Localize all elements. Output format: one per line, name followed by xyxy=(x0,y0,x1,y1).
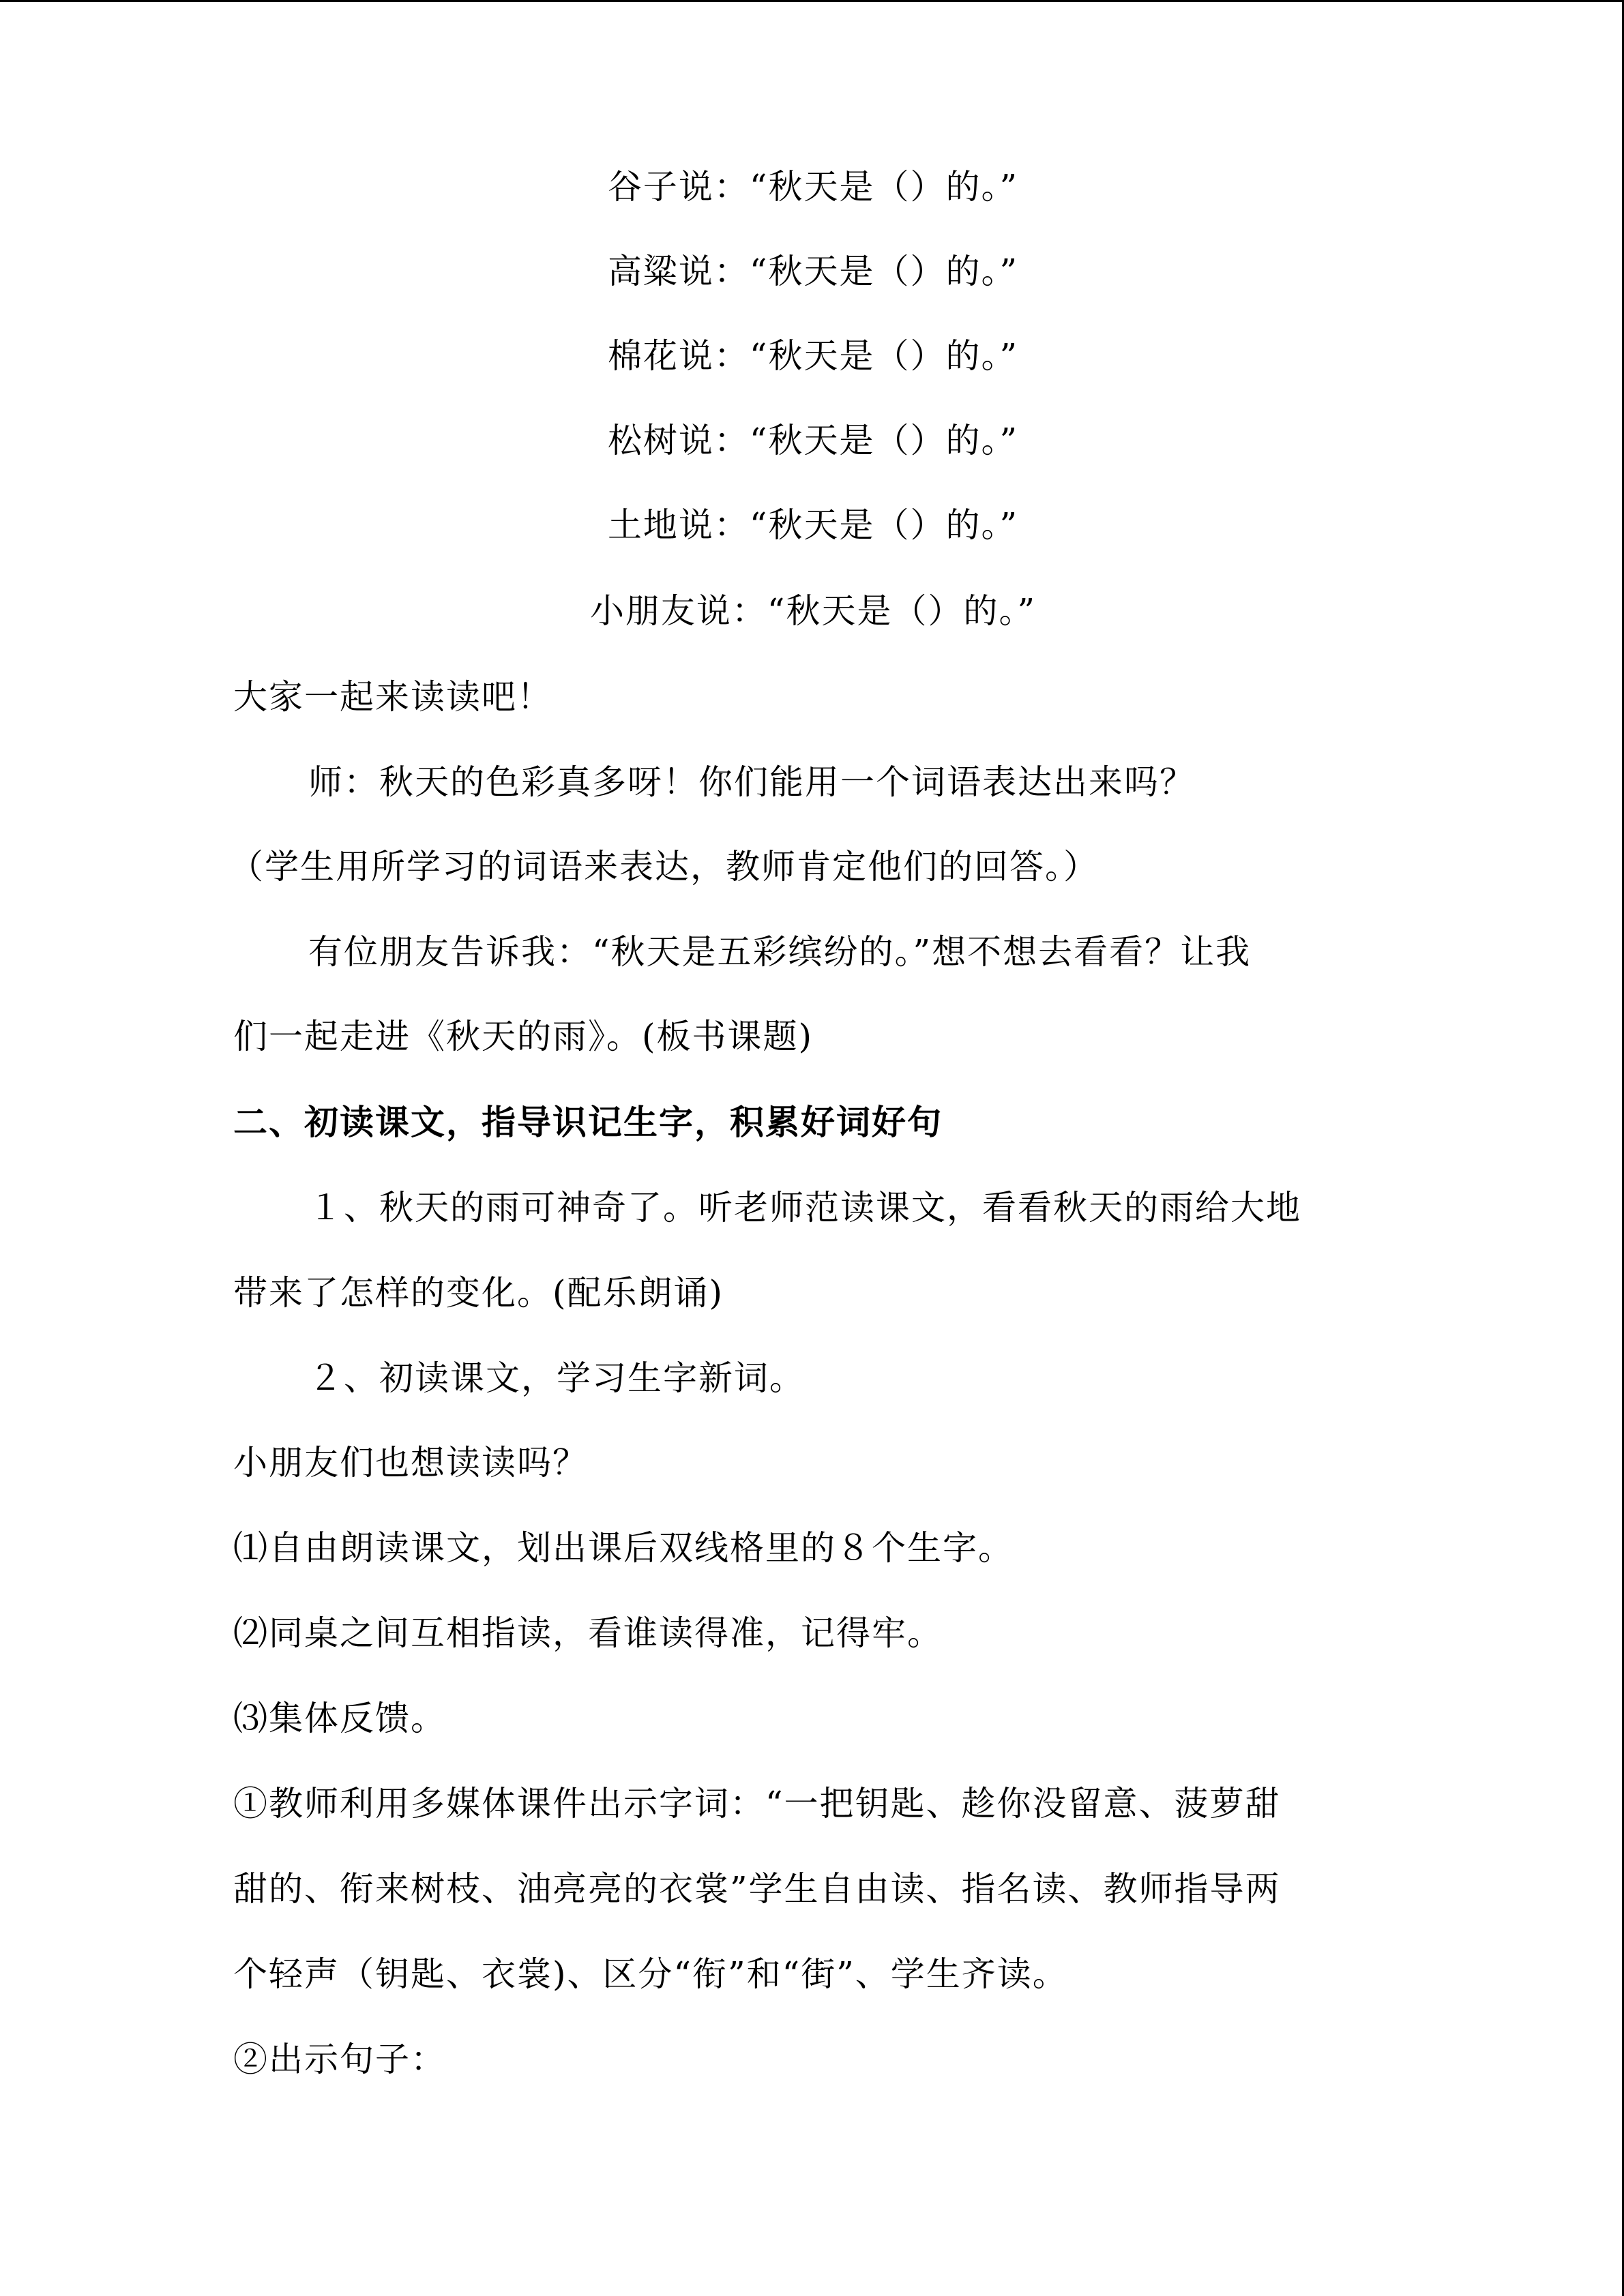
sub-item-1-line-2: 甜的、衔来树枝、油亮亮的衣裳”学生自由读、指名读、教师指导两 xyxy=(233,1869,1281,1909)
dialogue-line-land: 土地说：“秋天是（）的。” xyxy=(607,505,1019,545)
sub-item-1-line-3: 个轻声（钥匙、衣裳)、区分“衔”和“街”、学生齐读。 xyxy=(233,1954,1068,1994)
item-2-text: ２、初读课文，学习生字新词。 xyxy=(308,1358,805,1398)
friend-paragraph-line-2: 们一起走进《秋天的雨》。(板书课题) xyxy=(233,1017,814,1056)
student-note-text: （学生用所学习的词语来表达，教师肯定他们的回答。） xyxy=(229,847,1099,886)
sub-item-2-text: ②出示句子： xyxy=(233,2040,446,2079)
friend-paragraph-line-1: 有位朋友告诉我：“秋天是五彩缤纷的。”想不想去看看？让我 xyxy=(308,932,1252,972)
teacher-question-text: 师：秋天的色彩真多呀！你们能用一个词语表达出来吗？ xyxy=(308,762,1195,802)
read-together-text: 大家一起来读读吧！ xyxy=(233,677,552,717)
dialogue-line-pine: 松树说：“秋天是（）的。” xyxy=(607,421,1019,460)
dialogue-line-sorghum: 高粱说：“秋天是（）的。” xyxy=(607,252,1019,291)
dialogue-line-cotton: 棉花说：“秋天是（）的。” xyxy=(607,336,1019,376)
step-3-text: ⑶集体反馈。 xyxy=(233,1699,446,1738)
sub-item-1-line-1: ①教师利用多媒体课件出示字词：“一把钥匙、趁你没留意、菠萝甜 xyxy=(233,1784,1281,1823)
question-text: 小朋友们也想读读吗？ xyxy=(233,1443,588,1482)
step-2-text: ⑵同桌之间互相指读，看谁读得准，记得牢。 xyxy=(233,1613,943,1653)
step-1-text: ⑴自由朗读课文，划出课后双线格里的８个生字。 xyxy=(233,1528,1014,1568)
item-1-line-2: 带来了怎样的变化。(配乐朗诵) xyxy=(233,1273,724,1313)
section-2-heading: 二、初读课文，指导识记生字，积累好词好句 xyxy=(233,1102,943,1142)
dialogue-line-millet: 谷子说：“秋天是（）的。” xyxy=(607,167,1019,207)
item-1-line-1: １、秋天的雨可神奇了。听老师范读课文，看看秋天的雨给大地 xyxy=(308,1188,1301,1227)
dialogue-line-child: 小朋友说：“秋天是（）的。” xyxy=(589,591,1037,631)
